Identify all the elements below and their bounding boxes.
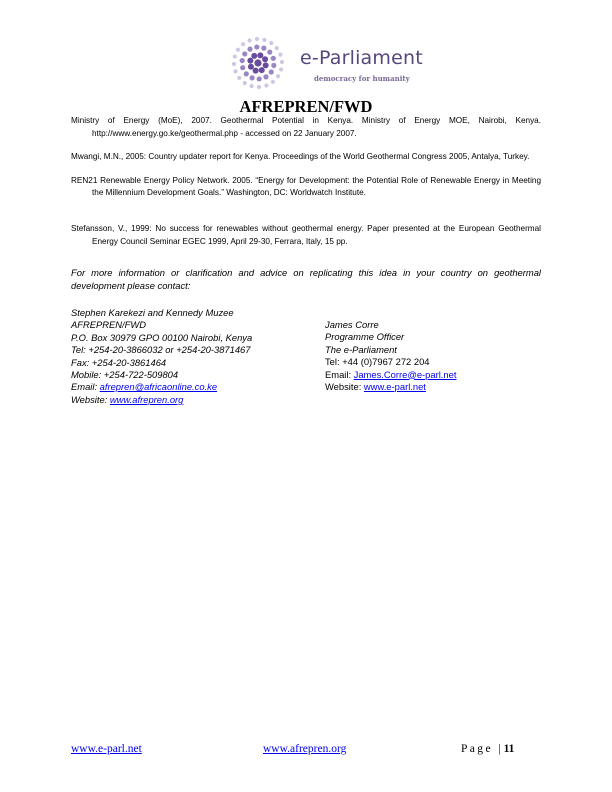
- logo-dot: [248, 64, 254, 70]
- logo-dot: [250, 75, 255, 80]
- logo-dot: [247, 58, 253, 64]
- contact-mobile: Mobile: +254-722-509804: [71, 369, 179, 381]
- logo-dot: [262, 56, 268, 62]
- logo-dot: [259, 67, 265, 73]
- email-label: Email:: [71, 381, 100, 393]
- logo-dot: [279, 67, 283, 71]
- contact-website-row: [325, 381, 456, 393]
- logo-dot: [271, 63, 276, 68]
- reference-item: Stefansson, V., 1999: No success for renewables without geothermal energy. Paper presented at the European Geothermal Energy Council Seminar EGEC 1999, April 29-30, Ferrara, Italy, 15 pp.: [71, 223, 541, 246]
- logo-dot: [263, 62, 269, 68]
- page-separator: |: [498, 743, 501, 755]
- logo-dot: [240, 58, 245, 63]
- website-label: Website:: [325, 381, 364, 393]
- contact-afrepren: [71, 307, 252, 406]
- contact-email-row: [325, 369, 456, 381]
- logo-dot: [251, 53, 257, 59]
- logo-dot: [271, 80, 275, 84]
- contact-org: The e-Parliament: [325, 343, 397, 355]
- logo-dot: [242, 51, 247, 56]
- logo-dot: [247, 47, 252, 52]
- logo-dot: [243, 81, 247, 85]
- logo-dot: [241, 42, 245, 46]
- logo-dot: [233, 54, 237, 58]
- logo-dot: [276, 74, 280, 78]
- logo-dot: [267, 50, 272, 55]
- logo-dot: [244, 71, 249, 76]
- email-label: Email:: [325, 368, 354, 380]
- logo-dot: [269, 69, 274, 74]
- logo-dot: [248, 38, 252, 42]
- contact-names: Stephen Karekezi and Kennedy Muzee: [71, 307, 234, 318]
- logo-dot: [254, 44, 259, 49]
- reference-item: Ministry of Energy (MoE), 2007. Geothermal Potential in Kenya. Ministry of Energy MOE, Nairobi, Kenya. http://www.energy.go.ke/geothermal.php - accessed on 22 January 2007.: [71, 116, 541, 138]
- logo-dot: [264, 83, 268, 87]
- logo-dot: [254, 59, 261, 66]
- page-number: [461, 743, 514, 755]
- logo-tagline: democracy for humanity: [314, 74, 410, 83]
- page-number-value: 11: [503, 743, 515, 755]
- document-title: AFREPREN/FWD: [239, 97, 373, 116]
- logo-dot: [253, 68, 259, 74]
- contact-address: P.O. Box 30979 GPO 00100 Nairobi, Kenya: [71, 331, 253, 343]
- logo-dot: [257, 76, 262, 81]
- logo-dot: [255, 37, 259, 41]
- more-info-paragraph: For more information or clarification and advice on replicating this idea in your country on geothermal development please contact:: [71, 267, 541, 291]
- email-link[interactable]: James.Corre@e-parl.net: [353, 368, 457, 380]
- logo-name: e-Parliament: [300, 47, 423, 69]
- e-parliament-logo: [228, 33, 423, 93]
- footer-link-e-parl[interactable]: www.e-parl.net: [71, 743, 142, 755]
- logo-dot: [271, 56, 276, 61]
- logo-dot: [269, 41, 273, 45]
- logo-dot: [261, 46, 266, 51]
- logo-dot: [236, 48, 240, 52]
- contact-e-parliament: [325, 319, 456, 393]
- logo-dot: [262, 38, 266, 42]
- logo-dot: [237, 76, 241, 80]
- logo-dot: [278, 53, 282, 57]
- reference-item: Mwangi, M.N., 2005: Country updater report for Kenya. Proceedings of the World Geothermal Congress 2005, Antalya, Turkey.: [71, 152, 530, 162]
- contact-tel: Tel: +44 (0)7967 272 204: [325, 356, 430, 368]
- reference-item: REN21 Renewable Energy Policy Network. 2005. “Energy for Development: the Potential Role of Renewable Energy in Meeting the Millennium Development Goals.” Washington, DC: Worldwatch Institute.: [71, 175, 541, 198]
- website-label: Website:: [71, 393, 110, 405]
- logo-dot: [232, 62, 236, 66]
- dot-globe-icon: [228, 33, 294, 93]
- footer-link-afrepren[interactable]: www.afrepren.org: [263, 743, 347, 755]
- contact-fax: Fax: +254-20-3861464: [71, 356, 167, 368]
- website-link[interactable]: www.afrepren.org: [109, 393, 184, 405]
- logo-dot: [257, 85, 261, 89]
- logo-dot: [280, 60, 284, 64]
- logo-dot: [249, 84, 253, 88]
- logo-dot: [263, 74, 268, 79]
- website-link[interactable]: www.e-parl.net: [363, 381, 426, 393]
- contact-tel: Tel: +254-20-3866032 or +254-20-3871467: [71, 344, 251, 356]
- reference-list: [71, 115, 541, 248]
- logo-dot: [257, 52, 263, 58]
- logo-dot: [275, 46, 279, 50]
- contact-role: Programme Officer: [325, 331, 405, 343]
- contact-email-row: [71, 381, 252, 393]
- logo-dot: [240, 65, 245, 70]
- contact-org: AFREPREN/FWD: [71, 319, 146, 331]
- page-label: Page: [461, 743, 493, 755]
- contact-name: James Corre: [325, 319, 379, 330]
- email-link[interactable]: afrepren@africaonline.co.ke: [99, 381, 218, 393]
- logo-dot: [233, 69, 237, 73]
- contact-website-row: [71, 394, 252, 406]
